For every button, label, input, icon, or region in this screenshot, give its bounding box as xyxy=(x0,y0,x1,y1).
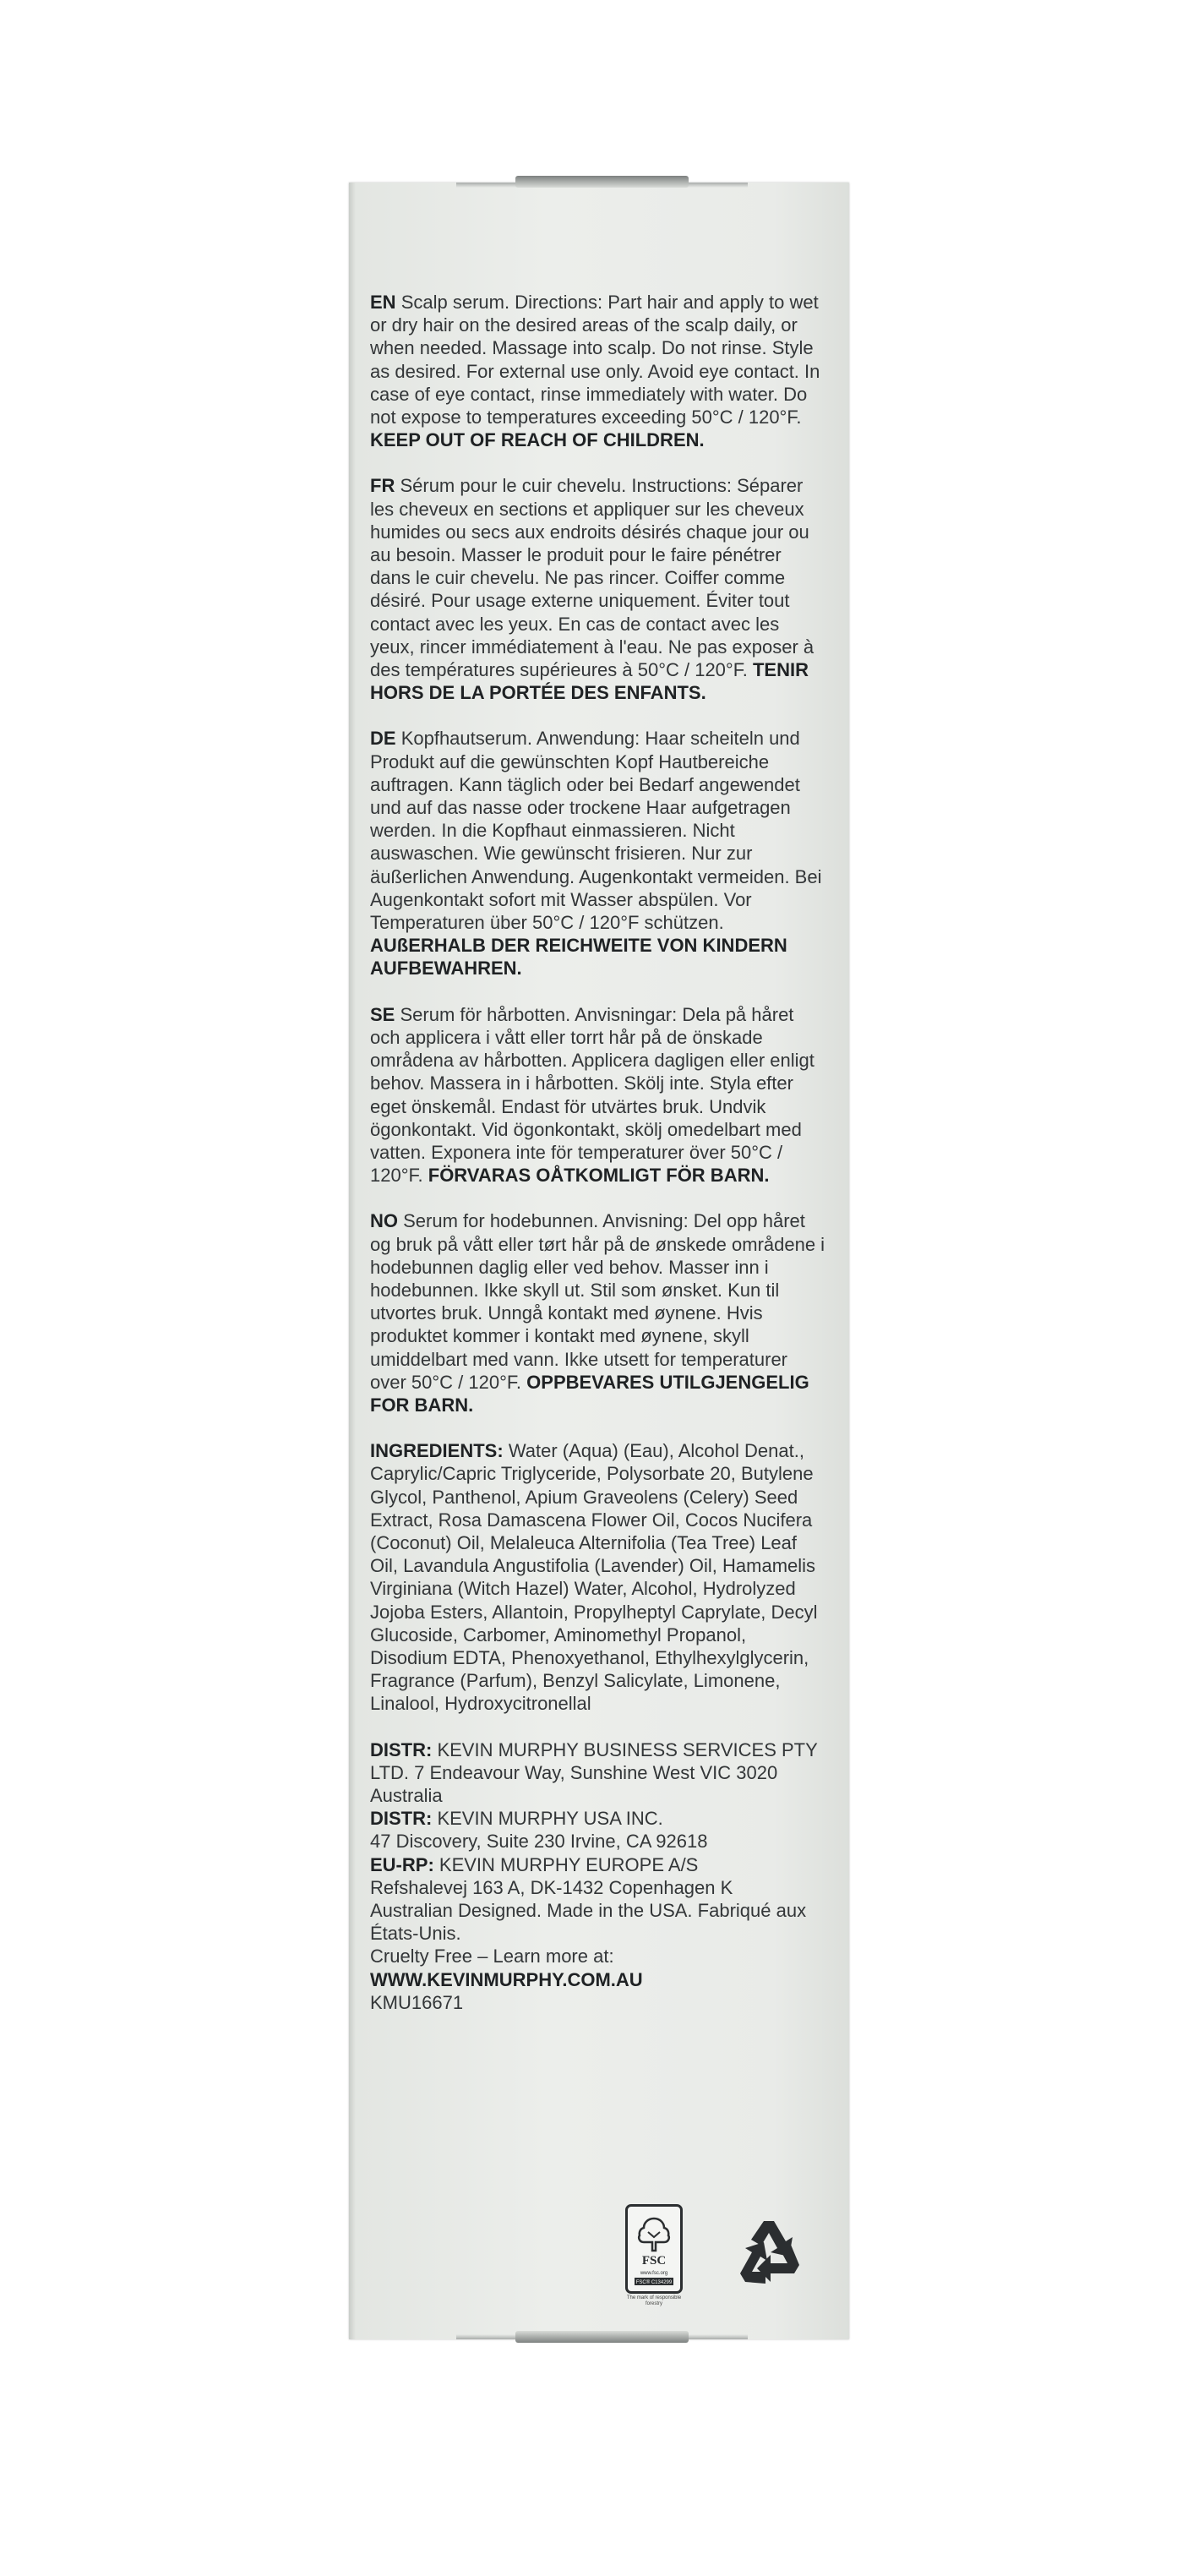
fsc-label: FSC xyxy=(641,2254,667,2268)
directions-de-text: Kopfhautserum. Anwendung: Haar scheiteln und Produkt auf die gewünschten Kopf Hautbereiche auftragen. Kann täglich oder bei Bedarf angewendet und auf das nasse oder trockene Haar aufgetragen werden. In die Kopfhaut einmassieren. Nicht auswaschen. Wie gewünscht frisieren. Nur zur äußerlichen Anwendung. Augenkontakt vermeiden. Bei Augenkontakt sofort mit Wasser abspülen. Vor Temperaturen über 50°C / 120°F schützen. xyxy=(370,728,822,934)
fsc-logo xyxy=(625,2204,683,2294)
warning-de: AUßERHALB DER REICHWEITE VON KINDERN AUFBEWAHREN. xyxy=(370,935,787,980)
distr-us-label: DISTR: xyxy=(370,1808,433,1830)
distr-us-text: KEVIN MURPHY USA INC. xyxy=(437,1808,663,1830)
lang-code-se: SE xyxy=(370,1003,395,1025)
label-text xyxy=(370,291,826,2037)
eu-rp-text: KEVIN MURPHY EUROPE A/S xyxy=(439,1853,699,1875)
directions-se-text: Serum för hårbotten. Anvisningar: Dela på håret och applicera i vått eller torrt hår på de önskade områdena av hårbotten. Applicera dagligen eller enligt behov. Massera in i hårbotten. Skölj inte. Styla efter eget önskemål. Endast för utvärtes bruk. Undvik ögonkontakt. Vid ögonkontakt, skölj omedelbart med vatten. Exponera inte för temperaturer över 50°C / 120°F. xyxy=(370,1003,814,1187)
top-flap-tab xyxy=(515,176,689,188)
recycle-icon xyxy=(727,2213,811,2297)
distr-us xyxy=(370,1807,826,1830)
ingredients-text: Water (Aqua) (Eau), Alcohol Denat., Caprylic/Capric Triglyceride, Polysorbate 20, Butylene Glycol, Panthenol, Apium Graveolens (Celery) Seed Extract, Rosa Damascena Flower Oil, Cocos Nucifera (Coconut) Oil, Melaleuca Alternifolia (Tea Tree) Leaf Oil, Lavandula Angustifolia (Lavender) Oil, Hamamelis Virginiana (Witch Hazel) Water, Alcohol, Hydrolyzed Jojoba Esters, Allantoin, Propylheptyl Caprylate, Decyl Glucoside, Carbomer, Aminomethyl Propanol, Disodium EDTA, Phenoxyethanol, Ethylhexylglycerin, Fragrance (Parfum), Benzyl Salicylate, Limonene, Linalool, Hydroxycitronellal xyxy=(370,1440,818,1715)
lang-code-en: EN xyxy=(370,292,396,313)
lang-code-fr: FR xyxy=(370,475,395,497)
warning-se: FÖRVARAS OÅTKOMLIGT FÖR BARN. xyxy=(428,1165,770,1187)
directions-en-text: Scalp serum. Directions: Part hair and apply to wet or dry hair on the desired areas of the scalp daily, or when needed. Massage into scalp. Do not rinse. Style as desired. For external use only. Avoid eye contact. In case of eye contact, rinse immediately with water. Do not expose to temperatures exceeding 50°C / 120°F. xyxy=(370,292,820,428)
directions-en xyxy=(370,291,826,451)
directions-no-text: Serum for hodebunnen. Anvisning: Del opp håret og bruk på vått eller tørt hår på de ønskede områdene i hodebunnen daglig eller ved behov. Masser inn i hodebunnen. Ikke skyll ut. Stil som ønsket. Kun til utvortes bruk. Unngå kontakt med øynene. Hvis produktet kommer i kontakt med øynene, skyll umiddelbart med vann. Ikke utsett for temperaturer over 50°C / 120°F. xyxy=(370,1210,825,1393)
fsc-tagline: The mark of responsible forestry xyxy=(626,2295,682,2306)
website-text: WWW.KEVINMURPHY.COM.AU xyxy=(370,1968,643,1990)
fsc-site: www.fsc.org xyxy=(640,2271,668,2276)
cruelty-free-text: Cruelty Free – Learn more at: xyxy=(370,1946,614,1967)
directions-de xyxy=(370,727,826,980)
warning-no: OPPBEVARES UTILGJENGELIG FOR BARN. xyxy=(370,1371,809,1416)
eu-rp-address: Refshalevej 163 A, DK-1432 Copenhagen K xyxy=(370,1876,733,1898)
ingredients-label: INGREDIENTS: xyxy=(370,1440,504,1462)
distribution-info xyxy=(370,1738,826,2014)
certification-logos xyxy=(625,2204,811,2314)
ingredients xyxy=(370,1439,826,1715)
directions-se xyxy=(370,1003,826,1187)
lang-code-de: DE xyxy=(370,728,396,750)
directions-fr-text: Sérum pour le cuir chevelu. Instructions: Séparer les cheveux en sections et appliquer sur les cheveux humides ou secs aux endroits désirés chaque jour ou au besoin. Masser le produit pour le faire pénétrer dans le cuir chevelu. Ne pas rincer. Coiffer comme désiré. Pour usage externe uniquement. Éviter tout contact avec les yeux. En cas de contact avec les yeux, rincer immédiatement à l'eau. Ne pas exposer à des températures supérieures à 50°C / 120°F. xyxy=(370,475,814,681)
warning-en: KEEP OUT OF REACH OF CHILDREN. xyxy=(370,429,705,451)
bottom-flap-tab xyxy=(515,2331,689,2343)
distr-au xyxy=(370,1738,826,1808)
distr-us-address: 47 Discovery, Suite 230 Irvine, CA 92618 xyxy=(370,1831,708,1853)
lang-code-no: NO xyxy=(370,1210,398,1232)
distr-au-text: KEVIN MURPHY BUSINESS SERVICES PTY LTD. 7 Endeavour Way, Sunshine West VIC 3020 Australia xyxy=(370,1738,818,1806)
eu-rp-label: EU-RP: xyxy=(370,1853,434,1875)
origin-statement: Australian Designed. Made in the USA. Fabriqué aux États-Unis. xyxy=(370,1900,807,1945)
distr-au-label: DISTR: xyxy=(370,1738,433,1760)
directions-no xyxy=(370,1209,826,1416)
product-code: KMU16671 xyxy=(370,1991,464,2013)
directions-fr xyxy=(370,474,826,704)
fsc-tree-icon xyxy=(628,2207,680,2291)
fsc-code: FSC® C134299 xyxy=(635,2280,673,2285)
eu-rp xyxy=(370,1853,826,1876)
warning-fr: TENIR HORS DE LA PORTÉE DES ENFANTS. xyxy=(370,659,809,704)
